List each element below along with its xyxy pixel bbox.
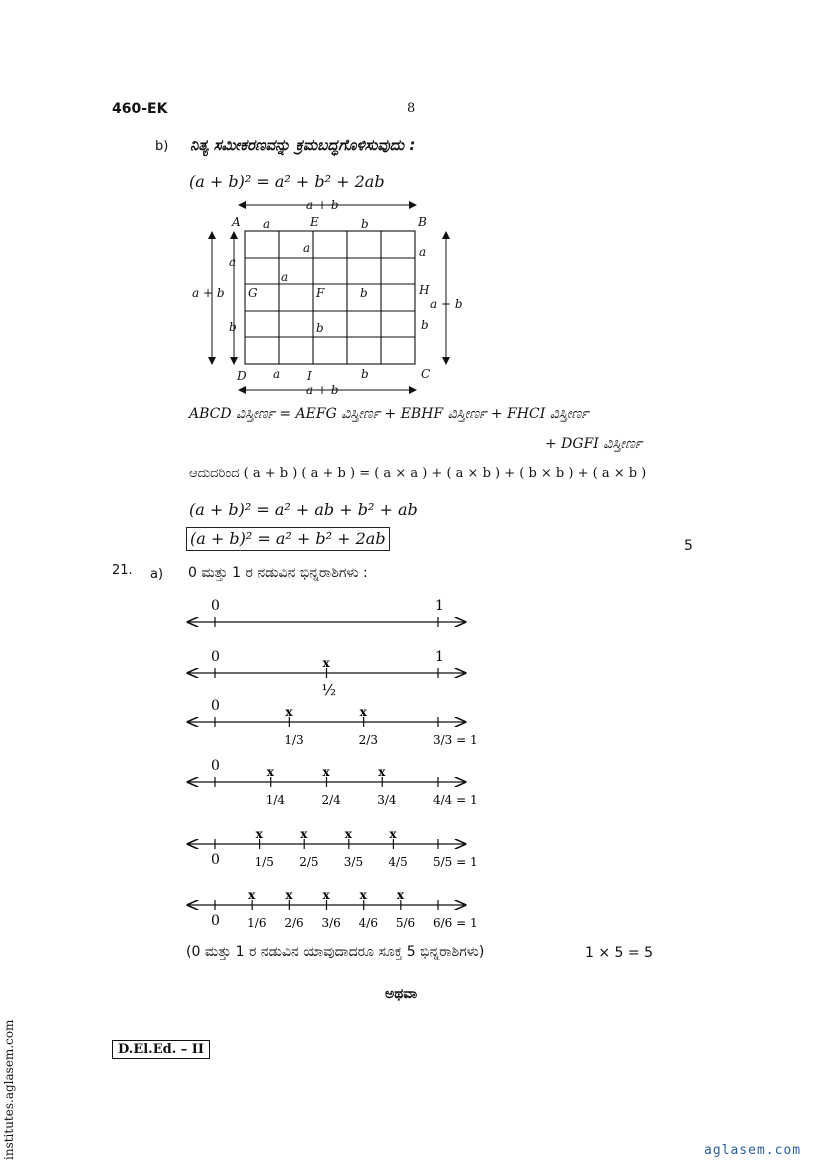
area-equation-line2: + DGFI ವಿಸ್ತೀರ್ಣ (545, 436, 643, 452)
start-label: 0 (211, 698, 220, 714)
start-label: 0 (211, 913, 220, 929)
fraction-label: 3/3 = 1 (433, 733, 478, 747)
start-label: 0 (211, 649, 220, 665)
point-H: H (419, 283, 430, 297)
footer-brand: aglasem.com (704, 1143, 802, 1158)
fraction-label: 4/4 = 1 (433, 793, 478, 807)
corner-A: A (232, 215, 241, 229)
left-dim-label: a + b (192, 286, 225, 300)
formula-boxed: (a + b)² = a² + b² + 2ab (186, 527, 390, 551)
cross-mark: x (396, 888, 404, 902)
point-F: F (316, 286, 325, 300)
fraction-label: 2/6 (284, 916, 304, 930)
left-label-b: b (229, 320, 237, 334)
start-label: 0 (211, 758, 220, 774)
cross-mark: x (359, 888, 367, 902)
or-separator: ಅಥವಾ (385, 986, 418, 1002)
question-part-label: a) (150, 567, 164, 582)
cross-mark: x (344, 827, 352, 841)
point-E: E (310, 215, 319, 229)
point-G: G (248, 286, 258, 300)
top-dim-label: a + b (306, 198, 339, 212)
therefore-line: ಆದುದರಿಂದ ( a + b ) ( a + b ) = ( a × a ) + ( a × b ) + ( b × b ) + ( a × b ) (189, 466, 647, 481)
point-I: I (307, 369, 312, 383)
cross-mark: x (285, 888, 293, 902)
bottom-label-b: b (361, 367, 369, 381)
fraction-label: 1/5 (254, 855, 274, 869)
cross-mark: x (378, 765, 386, 779)
fractions-note: (0 ಮತ್ತು 1 ರ ನಡುವಿನ ಯಾವುದಾದರೂ ಸೂಕ್ತ 5 ಭಿನ್ನರಾಶಿಗಳು) (186, 944, 485, 960)
top-label-a: a (263, 217, 271, 231)
fraction-label: 4/6 (358, 916, 378, 930)
corner-B: B (418, 215, 427, 229)
right-dim-label: a + b (430, 297, 463, 311)
fraction-label: 2/5 (299, 855, 319, 869)
cross-mark: x (322, 765, 330, 779)
fraction-label: 3/6 (321, 916, 341, 930)
right-label-a: a (419, 245, 427, 259)
cross-mark: x (266, 765, 274, 779)
fraction-label: 3/5 (343, 855, 364, 869)
fraction-label: 5/6 (395, 916, 416, 930)
inner-label-a1: a (303, 241, 311, 255)
score: 1 × 5 = 5 (585, 945, 653, 961)
fraction-label: 4/5 (388, 855, 408, 869)
square-diagram (185, 192, 475, 402)
part-b-heading: ನಿತ್ಯ ಸಮೀಕರಣವನ್ನು ಕ್ರಮಬದ್ಧಗೊಳಿಸುವುದು : (190, 136, 416, 154)
page-number: 8 (407, 101, 416, 116)
inner-label-b1: b (360, 286, 368, 300)
cross-mark: x (255, 827, 263, 841)
start-label: 0 (211, 852, 220, 868)
question-title: 0 ಮತ್ತು 1 ರ ನಡುವಿನ ಭಿನ್ನರಾಶಿಗಳು : (188, 565, 368, 581)
side-watermark: institutes.aglasem.com (2, 1019, 16, 1160)
fraction-label: 1/3 (284, 733, 304, 747)
cross-mark: x (389, 827, 397, 841)
question-number: 21. (112, 563, 133, 578)
fraction-label: 1/4 (265, 793, 286, 807)
formula-expanded: (a + b)² = a² + ab + b² + ab (189, 500, 418, 519)
fraction-label: ½ (321, 681, 337, 699)
cross-mark: x (248, 888, 256, 902)
left-label-a: a (229, 255, 237, 269)
paper-code: 460-EK (112, 101, 168, 117)
end-label: 1 (435, 598, 444, 614)
inner-label-a2: a (281, 270, 289, 284)
bottom-label-a: a (273, 367, 281, 381)
fraction-label: 2/4 (321, 793, 341, 807)
cross-mark: x (359, 705, 367, 719)
top-label-b: b (361, 217, 369, 231)
number-lines (180, 595, 480, 940)
bottom-dim-label: a + b (306, 383, 339, 397)
start-label: 0 (211, 598, 220, 614)
cross-mark: x (322, 656, 330, 670)
fraction-label: 3/4 (377, 793, 397, 807)
inner-label-b2: b (316, 321, 324, 335)
corner-C: C (421, 367, 431, 381)
fraction-label: 1/6 (247, 916, 267, 930)
corner-D: D (237, 369, 247, 383)
marks-value: 5 (684, 538, 693, 554)
formula-top: (a + b)² = a² + b² + 2ab (189, 172, 385, 191)
area-equation-line1: ABCD ವಿಸ್ತೀರ್ಣ = AEFG ವಿಸ್ತೀರ್ಣ + EBHF ವಿಸ್ತೀರ್ಣ + FHCI ವಿಸ್ತೀರ್ಣ (189, 406, 589, 422)
course-label: D.El.Ed. – II (112, 1040, 210, 1059)
cross-mark: x (322, 888, 330, 902)
right-label-b: b (421, 318, 429, 332)
fraction-label: 6/6 = 1 (433, 916, 478, 930)
cross-mark: x (300, 827, 308, 841)
fraction-label: 5/5 = 1 (433, 855, 478, 869)
fraction-label: 2/3 (358, 733, 378, 747)
end-label: 1 (435, 649, 444, 665)
grid (245, 231, 415, 364)
part-b-label: b) (155, 139, 169, 154)
cross-mark: x (285, 705, 293, 719)
